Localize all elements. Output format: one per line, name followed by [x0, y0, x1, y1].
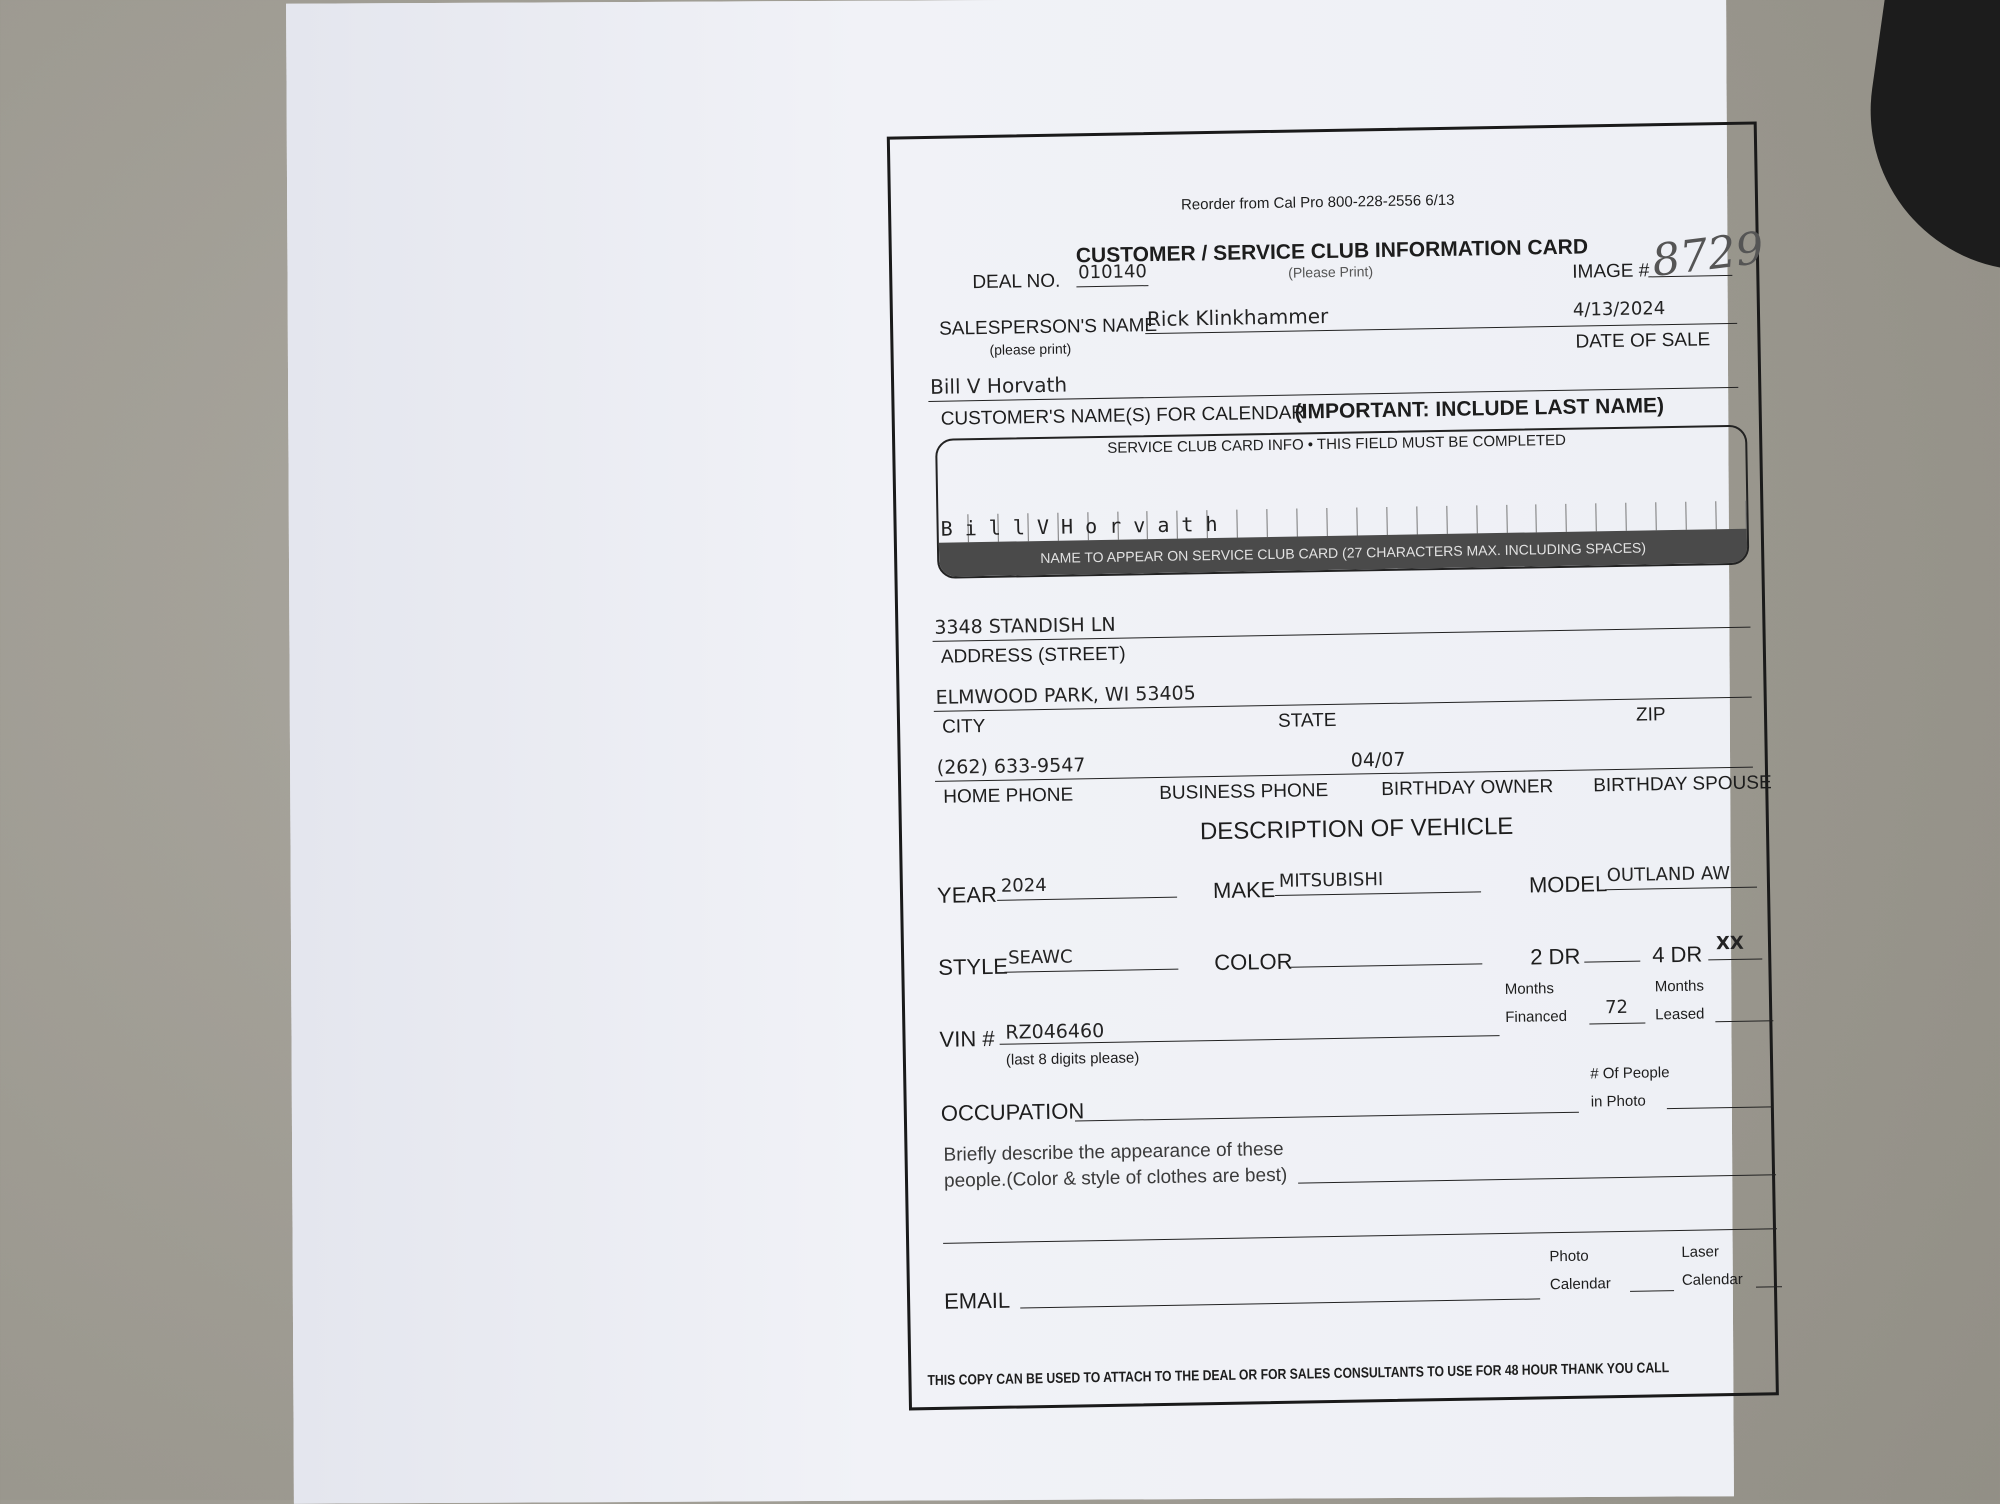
describe-line-1: Briefly describe the appearance of these	[943, 1138, 1284, 1166]
birthday-owner-label: BIRTHDAY OWNER	[1381, 776, 1554, 801]
model-label: MODEL	[1528, 871, 1608, 898]
make-value: MITSUBISHI	[1278, 869, 1384, 892]
occupation-label: OCCUPATION	[940, 1098, 1085, 1126]
people-label-2: in Photo	[1590, 1092, 1646, 1111]
zip-label: ZIP	[1635, 704, 1666, 726]
customer-name-value: Bill V Horvath	[929, 372, 1068, 399]
photo-calendar-line	[1630, 1290, 1674, 1292]
information-card-form	[887, 121, 1779, 1410]
home-phone-label: HOME PHONE	[943, 784, 1074, 808]
year-line	[997, 897, 1177, 901]
date-of-sale-label: DATE OF SALE	[1575, 329, 1711, 353]
city-state-value: ELMWOOD PARK, WI 53405	[935, 682, 1196, 709]
deal-no-line	[1076, 285, 1148, 287]
address-value: 3348 STANDISH LN	[934, 613, 1116, 639]
financed-line	[1589, 1023, 1645, 1025]
describe-line-b	[943, 1228, 1777, 1244]
date-of-sale-value: 4/13/2024	[1572, 298, 1666, 321]
color-line	[1290, 963, 1482, 967]
salesperson-label: SALESPERSON'S NAME	[938, 314, 1158, 340]
birthday-spouse-label: BIRTHDAY SPOUSE	[1593, 772, 1772, 797]
please-print-note: (Please Print)	[1288, 263, 1374, 281]
two-door-label: 2 DR	[1529, 943, 1581, 970]
color-label: COLOR	[1214, 948, 1293, 976]
months-leased-label-2: Leased	[1655, 1005, 1705, 1024]
laser-calendar-label-1: Laser	[1681, 1243, 1720, 1261]
occupation-line	[1075, 1112, 1579, 1122]
vehicle-heading: DESCRIPTION OF VEHICLE	[1199, 812, 1514, 846]
months-leased-label-1: Months	[1654, 977, 1705, 996]
birthday-owner-value: 04/07	[1350, 748, 1406, 772]
service-club-footer: NAME TO APPEAR ON SERVICE CLUB CARD (27 CHARACTERS MAX. INCLUDING SPACES)	[939, 529, 1747, 577]
paper-sheet	[286, 0, 1772, 1504]
state-label: STATE	[1277, 709, 1337, 732]
leased-line	[1715, 1020, 1773, 1022]
email-line	[1020, 1298, 1540, 1308]
photo-calendar-label-1: Photo	[1549, 1247, 1589, 1266]
vin-value: RZ046460	[1005, 1019, 1105, 1044]
home-phone-value: (262) 633-9547	[936, 754, 1086, 779]
customer-name-label: CUSTOMER'S NAME(S) FOR CALENDAR	[940, 402, 1306, 430]
people-line	[1667, 1106, 1773, 1109]
style-value: SEAWC	[1007, 946, 1073, 969]
describe-line-2: people.(Color & style of clothes are best)	[943, 1164, 1288, 1192]
salesperson-sub: (please print)	[989, 340, 1072, 358]
deal-no-label: DEAL NO.	[972, 270, 1061, 294]
people-label-1: # Of People	[1590, 1064, 1670, 1083]
model-line	[1605, 887, 1757, 891]
months-financed-label-2: Financed	[1505, 1007, 1568, 1026]
four-door-label: 4 DR	[1651, 941, 1703, 968]
vin-label: VIN #	[939, 1025, 995, 1052]
reorder-text: Reorder from Cal Pro 800-228-2556 6/13	[1180, 191, 1455, 214]
image-number-label: IMAGE #	[1572, 260, 1650, 283]
model-value: OUTLAND AW	[1606, 863, 1731, 887]
year-label: YEAR	[936, 881, 998, 908]
make-label: MAKE	[1212, 876, 1276, 904]
email-label: EMAIL	[943, 1287, 1011, 1314]
card-title: CUSTOMER / SERVICE CLUB INFORMATION CARD	[1075, 235, 1589, 268]
year-value: 2024	[1000, 874, 1047, 897]
service-club-heading: SERVICE CLUB CARD INFO • THIS FIELD MUST BE COMPLETED	[1107, 431, 1567, 457]
four-door-value: XX	[1715, 932, 1744, 955]
laser-calendar-label-2: Calendar	[1681, 1270, 1743, 1289]
important-note: (IMPORTANT: INCLUDE LAST NAME)	[1294, 394, 1665, 424]
months-financed-label-1: Months	[1504, 980, 1555, 998]
two-door-line	[1584, 961, 1640, 963]
style-label: STYLE	[938, 953, 1009, 980]
four-door-line	[1708, 958, 1762, 960]
image-number-handwritten: 8729	[1649, 222, 1767, 287]
style-line	[1004, 969, 1178, 973]
address-label: ADDRESS (STREET)	[940, 643, 1126, 668]
months-financed-value: 72	[1604, 996, 1629, 1019]
city-label: CITY	[941, 716, 986, 738]
photo-calendar-label-2: Calendar	[1549, 1275, 1611, 1294]
vin-sub: (last 8 digits please)	[1005, 1049, 1140, 1069]
deal-no-value: 010140	[1078, 261, 1148, 284]
laser-calendar-line	[1756, 1286, 1782, 1287]
make-line	[1275, 891, 1481, 896]
business-phone-label: BUSINESS PHONE	[1159, 780, 1329, 804]
footer-note: THIS COPY CAN BE USED TO ATTACH TO THE DEAL OR FOR SALES CONSULTANTS TO USE FOR 48 HOUR THANK YOU CALL	[927, 1360, 1670, 1390]
service-club-name-chars: B i l l V H o r v a t h	[940, 511, 1218, 541]
describe-line-a	[1298, 1174, 1776, 1183]
salesperson-value: Rick Klinkhammer	[1146, 303, 1329, 332]
service-club-box	[935, 425, 1749, 579]
dark-object-corner	[1850, 0, 2000, 270]
